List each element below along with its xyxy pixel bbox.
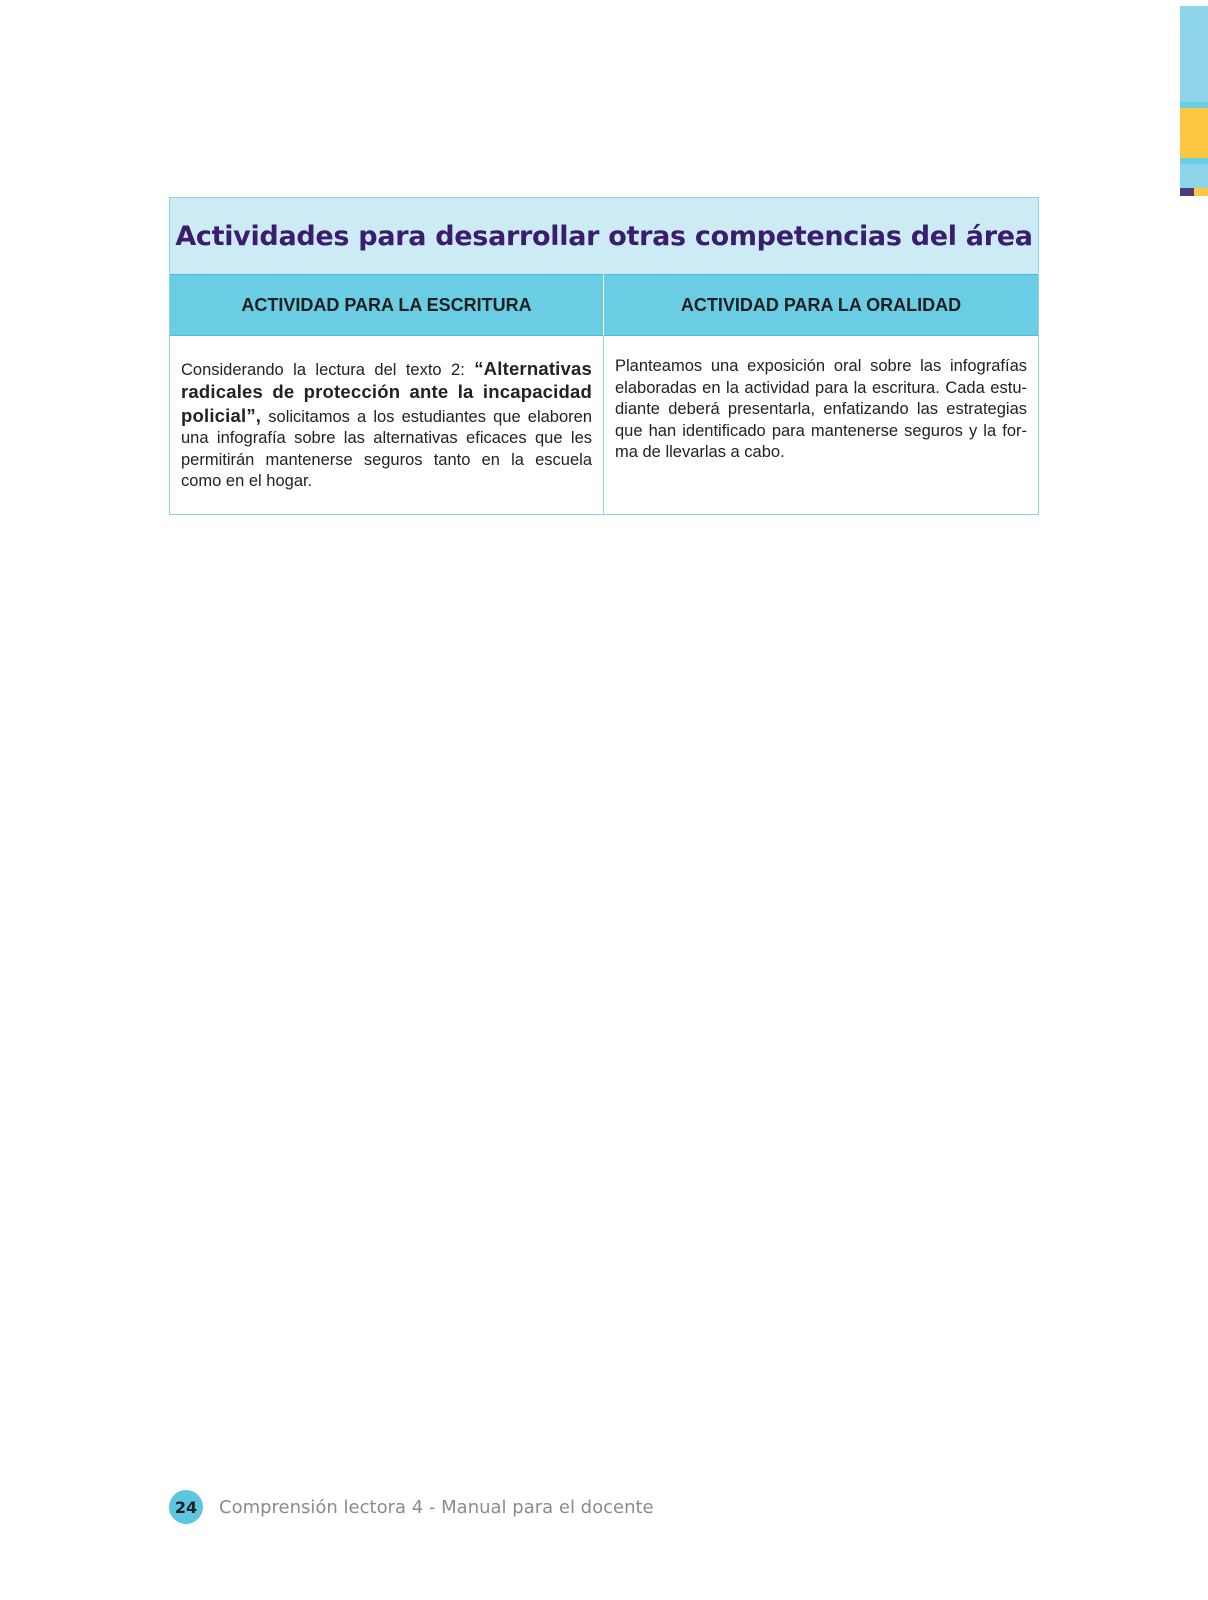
page-number-badge: 24: [169, 1490, 203, 1524]
writing-activity-text-title: “Alternativas radicales de protección ante la incapacidad policial”,: [181, 357, 592, 426]
activities-grid: [170, 274, 1038, 514]
footer-book-title: Comprensión lectora 4 - Manual para el docente: [219, 1496, 654, 1518]
side-tab-blue: [1180, 6, 1208, 102]
side-tab-blue: [1180, 164, 1208, 188]
side-tab-yellow-small: [1194, 188, 1208, 196]
column-header-speaking: ACTIVIDAD PARA LA ORALIDAD: [604, 274, 1038, 336]
writing-activity-instructions: solicitamos a los estudiantes que elaboren una infografía sobre las alternativas eficaces que les permitirán mantenerse seguros tanto en la escuela como en el hogar.: [181, 407, 592, 490]
column-header-writing: ACTIVIDAD PARA LA ESCRITURA: [170, 274, 604, 336]
page-footer: [169, 1490, 654, 1524]
activities-table: [169, 197, 1039, 515]
side-tab-decoration: [1180, 6, 1208, 198]
writing-activity-cell: [170, 336, 604, 514]
activities-title: Actividades para desarrollar otras competencias del área: [175, 220, 1033, 252]
side-tab-purple: [1180, 188, 1194, 196]
speaking-activity-text: Planteamos una exposición oral sobre las infografías elaboradas en la actividad para la escritura. Cada estudiante deberá presentarla, enfatizando las estrategias que han identificado para mantenerse seguros y la forma de llevarlas a cabo.: [615, 357, 1027, 462]
side-tab-yellow: [1180, 108, 1208, 158]
writing-activity-intro: Considerando la lectura del texto 2:: [181, 360, 475, 379]
speaking-activity-cell: [604, 336, 1038, 514]
activities-title-bar: [170, 198, 1038, 274]
writing-activity-text: [181, 358, 592, 493]
